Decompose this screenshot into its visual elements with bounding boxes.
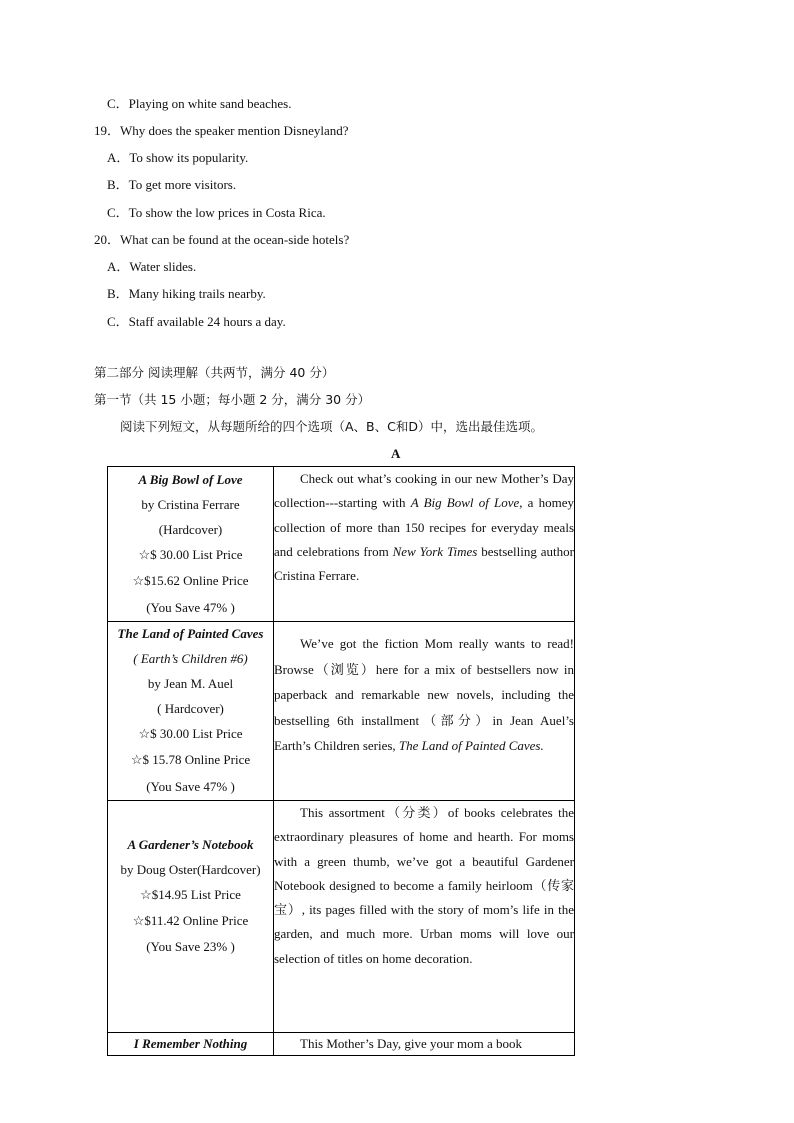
book-1-online-price: ☆$15.62 Online Price: [132, 573, 249, 588]
book-2-description: [274, 622, 575, 801]
book-1-desc-title: A Big Bowl of Love: [410, 495, 520, 511]
q19-option-c: C．To show the low prices in Costa Rica.: [107, 205, 326, 220]
q20-option-a: A．Water slides.: [107, 259, 197, 274]
book-2-title: The Land of Painted Caves: [117, 626, 264, 641]
book-1-description: [274, 467, 575, 622]
book-2-series: ( Earth’s Children #6): [133, 651, 248, 666]
book-2-online-price: ☆$ 15.78 Online Price: [130, 752, 251, 767]
q19-option-b: B．To get more visitors.: [107, 177, 237, 192]
book-4-desc-part1: This Mother’s Day, give your mom a book: [300, 1036, 523, 1051]
q20-option-b: B．Many hiking trails nearby.: [107, 286, 266, 301]
book-3-online-price: ☆$11.42 Online Price: [132, 913, 249, 928]
table-row: [108, 801, 575, 1033]
table-row: [108, 1033, 575, 1056]
book-1-author: by Cristina Ferrare: [141, 497, 240, 512]
book-1-title: A Big Bowl of Love: [138, 472, 243, 487]
section1-heading: 第一节（共 15 小题；每小题 2 分，满分 30 分）: [94, 392, 371, 407]
book-2-info: [108, 622, 274, 801]
book-2-savings: (You Save 47% ): [146, 779, 235, 794]
q19-option-a: A．To show its popularity.: [107, 150, 249, 165]
book-2-list-price: ☆$ 30.00 List Price: [138, 726, 243, 741]
q20-option-c: C．Staff available 24 hours a day.: [107, 314, 286, 329]
book-table: [107, 466, 575, 1056]
book-1-desc-part2: , a homey collection of more than 150 recipes for everyday meals and celebrations from: [274, 495, 574, 559]
book-4-description: [274, 1033, 575, 1056]
book-3-description: [274, 801, 575, 1033]
reading-instruction: 阅读下列短文，从每题所给的四个选项（A、B、C和D）中，选出最佳选项。: [120, 419, 543, 434]
book-3-savings: (You Save 23% ): [146, 939, 235, 954]
book-1-savings: (You Save 47% ): [146, 600, 235, 615]
book-1-desc-source: New York Times: [392, 543, 478, 559]
book-1-list-price: ☆$ 30.00 List Price: [138, 547, 243, 562]
book-2-author: by Jean M. Auel: [147, 676, 234, 691]
book-4-info: [108, 1033, 274, 1056]
book-2-desc-title: The Land of Painted Caves.: [398, 738, 544, 753]
q18-option-c: C．Playing on white sand beaches.: [107, 96, 292, 111]
book-3-title: A Gardener’s Notebook: [127, 837, 254, 852]
book-2-desc-part1: We’ve got the fiction Mom really wants to read! Browse（浏览）here for a mix of bestsellers now in paperback and remarkable new novels, including the bestselling 6th installment（部分）in Jean Auel’s Earth’s Children series,: [274, 636, 574, 753]
book-3-author: by Doug Oster(Hardcover): [120, 862, 261, 877]
q20-stem: 20．What can be found at the ocean-side hotels?: [94, 232, 350, 247]
table-row: [108, 467, 575, 622]
book-2-format: ( Hardcover): [157, 701, 224, 716]
book-3-list-price: ☆$14.95 List Price: [140, 887, 241, 902]
part2-heading: 第二部分 阅读理解（共两节，满分 40 分）: [94, 365, 335, 380]
book-1-format: (Hardcover): [158, 522, 223, 537]
book-1-desc-part3: bestselling author Cristina Ferrare.: [274, 543, 575, 584]
table-row: [108, 622, 575, 801]
q19-stem: 19．Why does the speaker mention Disneyland?: [94, 123, 349, 138]
book-1-info: [108, 467, 274, 622]
book-3-info: [108, 801, 274, 1033]
book-3-desc-part1: This assortment（分类）of books celebrates the extraordinary pleasures of home and hearth. For moms with a green thumb, we’ve got a beautiful Gardener Notebook designed to become a family heirloom（传家宝）, its pages filled with the story of mom’s life in the garden, and much more. Urban moms will love our selection of titles on home decoration.: [274, 805, 574, 966]
book-4-title: I Remember Nothing: [133, 1036, 248, 1051]
passage-label: A: [391, 446, 401, 461]
book-1-desc-part1: Check out what’s cooking in our new Mother’s Day collection---starting with: [274, 471, 574, 511]
